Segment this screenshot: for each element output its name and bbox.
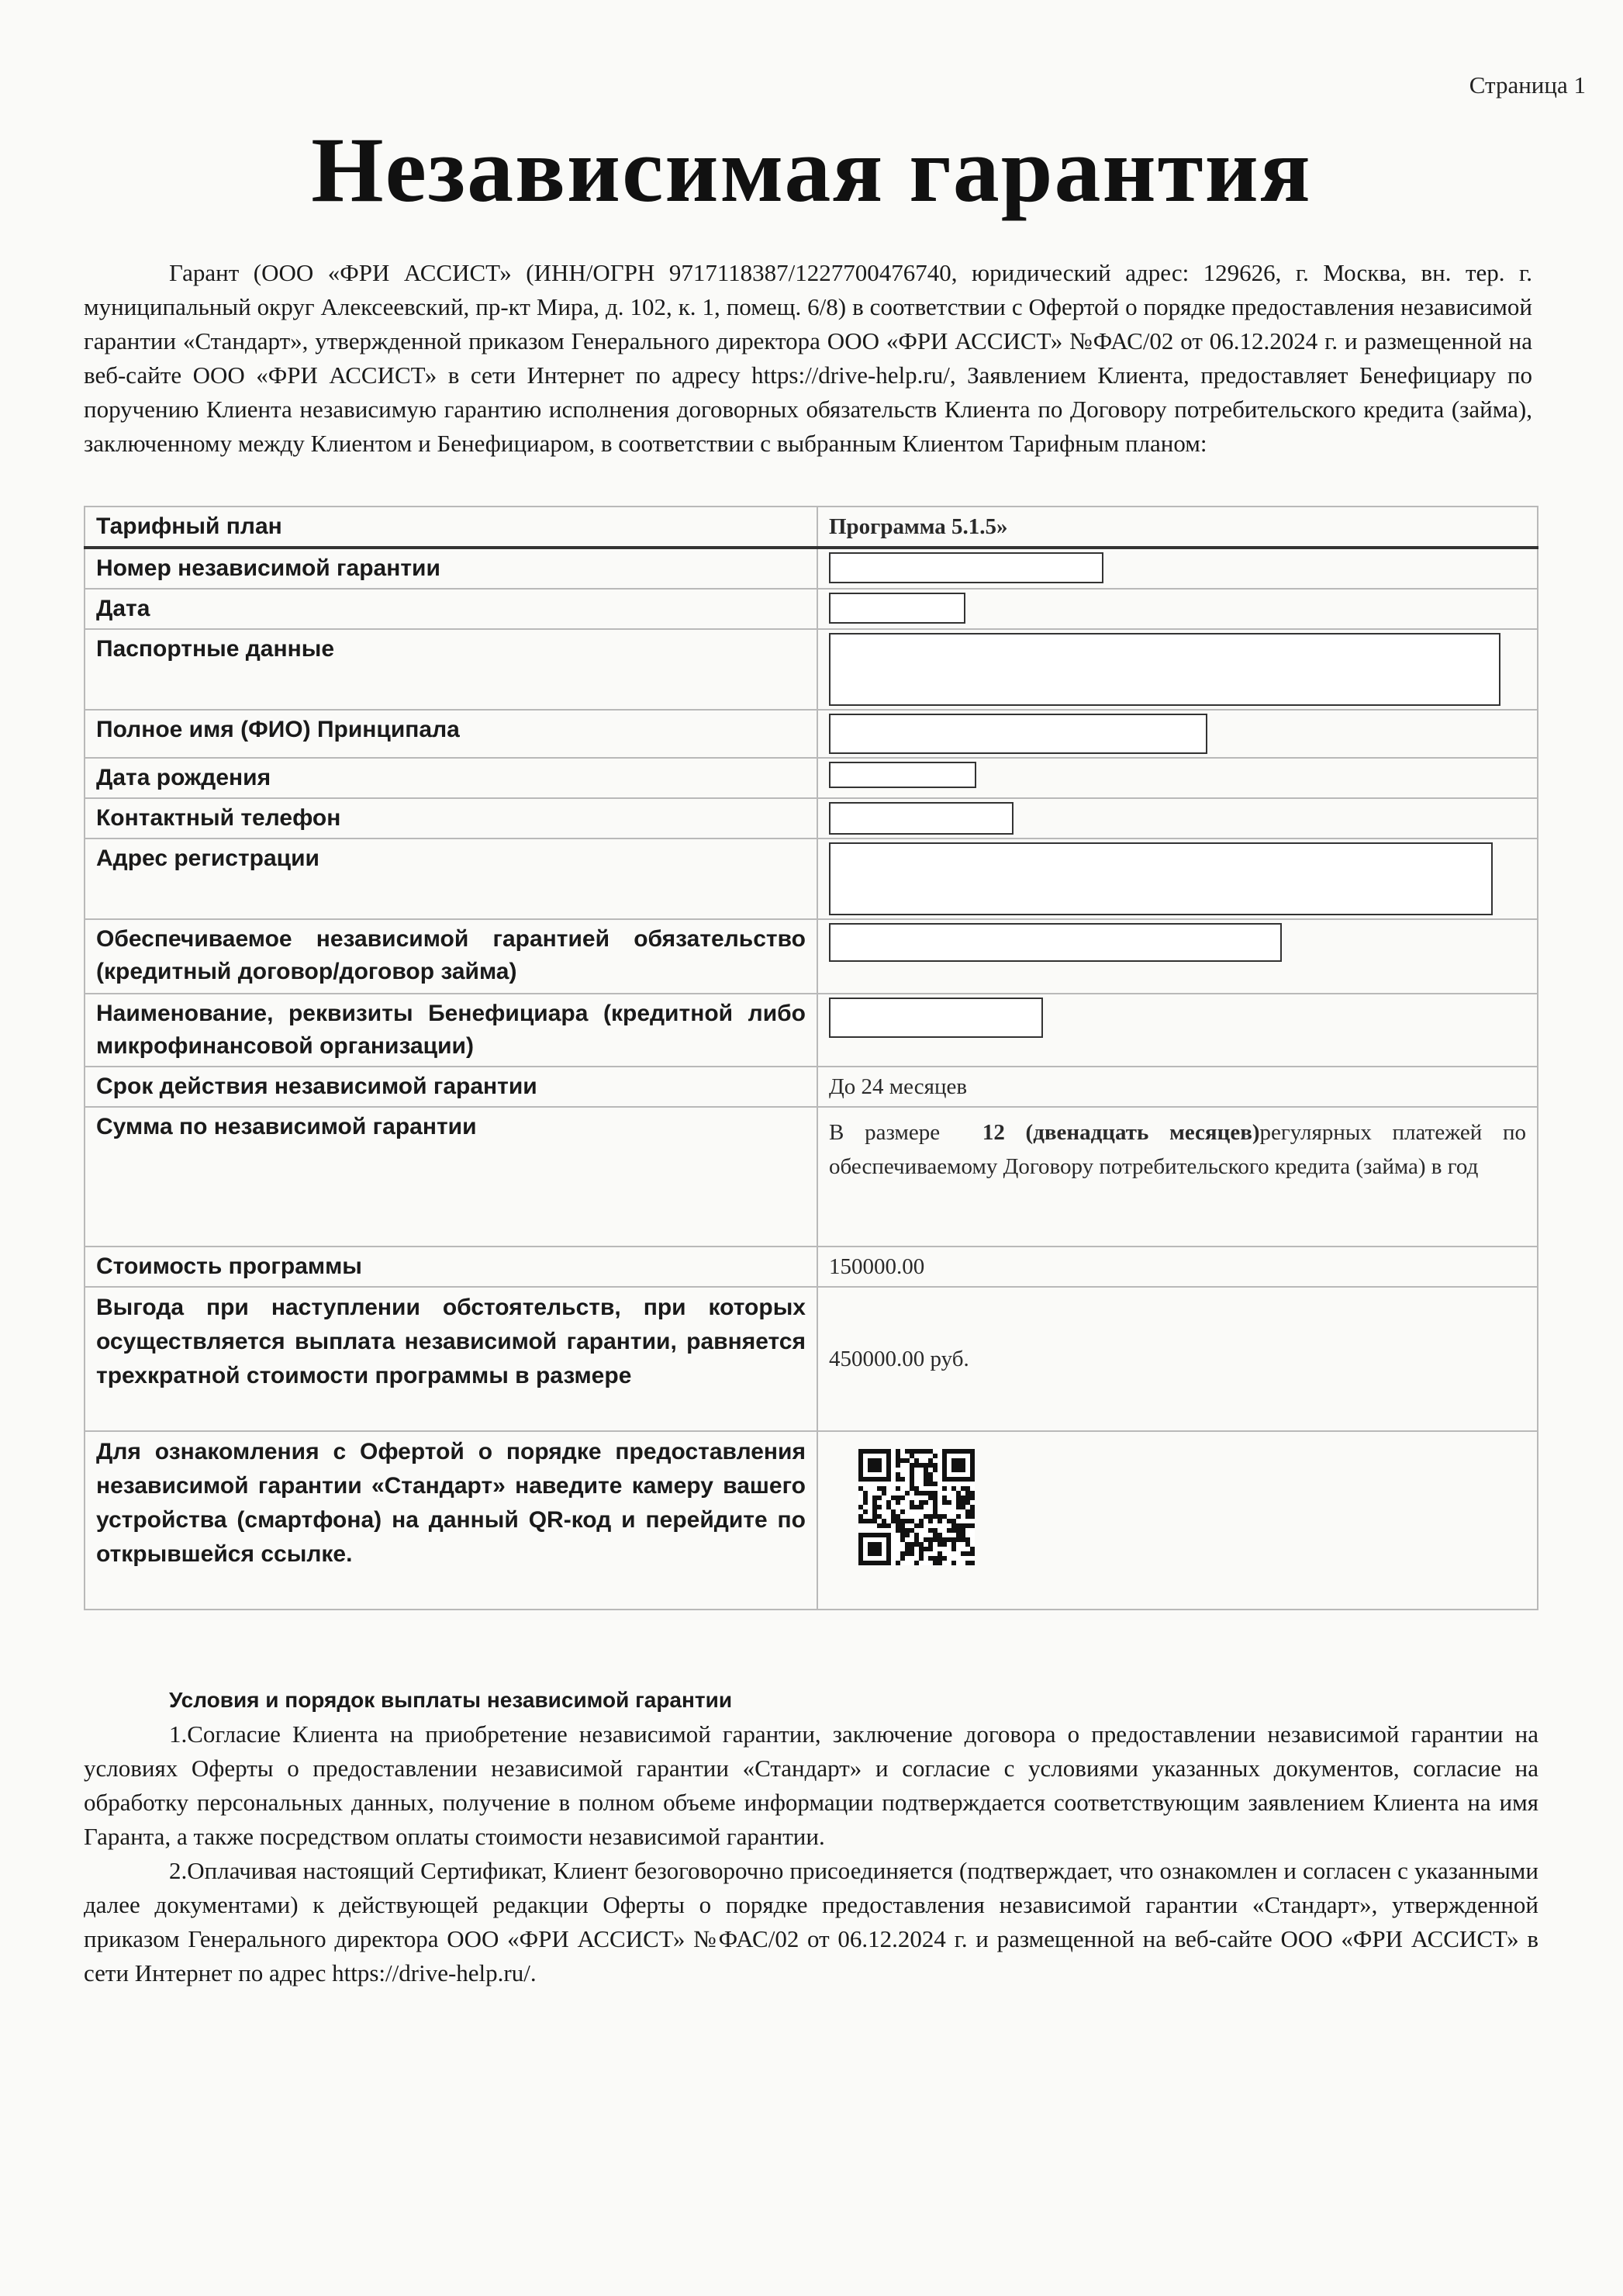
term-label: Срок действия независимой гарантии: [85, 1067, 817, 1107]
table-row: [85, 1107, 1538, 1247]
table-row: [85, 1067, 1538, 1107]
qr-code-graphic: [858, 1449, 975, 1565]
page-number: Страница 1: [1469, 71, 1586, 99]
address-redacted: [817, 839, 1538, 919]
table-row: [85, 1247, 1538, 1287]
sum-value-suffix: регулярных платежей по обеспечиваемому Договору потребительского кредита (займа) в год: [829, 1120, 1527, 1179]
table-row: [85, 710, 1538, 758]
date-redacted: [817, 589, 1538, 629]
passport-label: Паспортные данные: [85, 629, 817, 710]
beneficiary-redacted: [817, 994, 1538, 1067]
guarantee-table: [84, 506, 1538, 1610]
date-label: Дата: [85, 589, 817, 629]
table-row: [85, 629, 1538, 710]
sum-value: [817, 1107, 1538, 1247]
redaction-box: [829, 998, 1043, 1038]
document-title: Независимая гарантия: [311, 118, 1312, 221]
qr-cell: [817, 1431, 1538, 1610]
table-row: [85, 839, 1538, 919]
redaction-box: [829, 714, 1207, 754]
redaction-box: [829, 633, 1500, 706]
full-name-redacted: [817, 710, 1538, 758]
guarantee-number-label: Номер независимой гарантии: [85, 548, 817, 589]
table-row: [85, 507, 1538, 548]
conditions-paragraph-1: 1.Согласие Клиента на приобретение независимой гарантии, заключение договора о предоставлении независимой гарантии на условиях Оферты о предоставлении независимой гарантии «Стандарт» и согласие с условиями указанных документов, согласие на обработку персональных данных, получение в полном объеме информации подтверждается соответствующим заявлением Клиента на имя Гаранта, а также посредством оплаты стоимости независимой гарантии.: [84, 1720, 1538, 1850]
table-row: [85, 994, 1538, 1067]
qr-code[interactable]: [858, 1449, 975, 1565]
cost-label: Стоимость программы: [85, 1247, 817, 1287]
sum-value-bold: 12 (двенадцать месяцев): [982, 1120, 1260, 1145]
phone-label: Контактный телефон: [85, 798, 817, 839]
beneficiary-label: Наименование, реквизиты Бенефициара (кредитной либо микрофинансовой организации): [85, 994, 817, 1067]
redaction-box: [829, 593, 965, 624]
birth-date-redacted: [817, 758, 1538, 798]
tariff-label: Тарифный план: [85, 507, 817, 548]
table-row: [85, 798, 1538, 839]
table-row: [85, 1287, 1538, 1431]
redaction-box: [829, 552, 1103, 583]
tariff-value: Программа 5.1.5»: [817, 507, 1538, 548]
sum-value-prefix: В размере: [829, 1120, 941, 1145]
table-row: [85, 548, 1538, 589]
benefit-label: Выгода при наступлении обстоятельств, при которых осуществляется выплата независимой гарантии, равняется трехкратной стоимости программы в размере: [85, 1287, 817, 1431]
conditions-title: Условия и порядок выплаты независимой гарантии: [169, 1688, 733, 1712]
intro-paragraph: Гарант (ООО «ФРИ АССИСТ» (ИНН/ОГРН 9717118387/1227700476740, юридический адрес: 129626, г. Москва, вн. тер. г. муниципальный округ Алексеевский, пр-кт Мира, д. 102, к. 1, помещ. 6/8) в соответствии с Офертой о порядке предоставления независимой гарантии «Стандарт», утвержденной приказом Генерального директора ООО «ФРИ АССИСТ» №ФАС/02 от 06.12.2024 г. и размещенной на веб-сайте ООО «ФРИ АССИСТ» в сети Интернет по адресу https://drive-help.ru/, Заявлением Клиента, предоставляет Бенефициару по поручению Клиента независимую гарантию исполнения договорных обязательств Клиента по Договору потребительского кредита (займа), заключенному между Клиентом и Бенефициаром, в соответствии с выбранным Клиентом Тарифным планом:: [84, 259, 1532, 457]
conditions-paragraph-2: 2.Оплачивая настоящий Сертификат, Клиент безоговорочно присоединяется (подтверждает, что ознакомлен и согласен с указанными далее документами) к действующей редакции Оферты о порядке предоставления независимой гарантии «Стандарт», утвержденной приказом Генерального директора ООО «ФРИ АССИСТ» №ФАС/02 от 06.12.2024 г. и размещенной на веб-сайте ООО «ФРИ АССИСТ» в сети Интернет по адрес https://drive-help.ru/.: [84, 1857, 1538, 1987]
redaction-box: [829, 923, 1282, 962]
term-value: До 24 месяцев: [817, 1067, 1538, 1107]
table-row: [85, 919, 1538, 994]
obligation-redacted: [817, 919, 1538, 994]
sum-label: Сумма по независимой гарантии: [85, 1107, 817, 1247]
qr-label: Для ознакомления с Офертой о порядке предоставления независимой гарантии «Стандарт» наведите камеру вашего устройства (смартфона) на данный QR-код и перейдите по открывшейся ссылке.: [85, 1431, 817, 1610]
benefit-value: 450000.00 руб.: [817, 1287, 1538, 1431]
address-label: Адрес регистрации: [85, 839, 817, 919]
phone-redacted: [817, 798, 1538, 839]
birth-date-label: Дата рождения: [85, 758, 817, 798]
passport-redacted: [817, 629, 1538, 710]
guarantee-number-redacted: [817, 548, 1538, 589]
table-row: [85, 589, 1538, 629]
table-row: [85, 758, 1538, 798]
full-name-label: Полное имя (ФИО) Принципала: [85, 710, 817, 758]
obligation-label: Обеспечиваемое независимой гарантией обязательство (кредитный договор/договор займа): [85, 919, 817, 994]
cost-value: 150000.00: [817, 1247, 1538, 1287]
redaction-box: [829, 802, 1014, 835]
redaction-box: [829, 762, 976, 788]
conditions-section: [84, 1683, 1538, 1990]
table-row: [85, 1431, 1538, 1610]
redaction-box: [829, 842, 1493, 915]
